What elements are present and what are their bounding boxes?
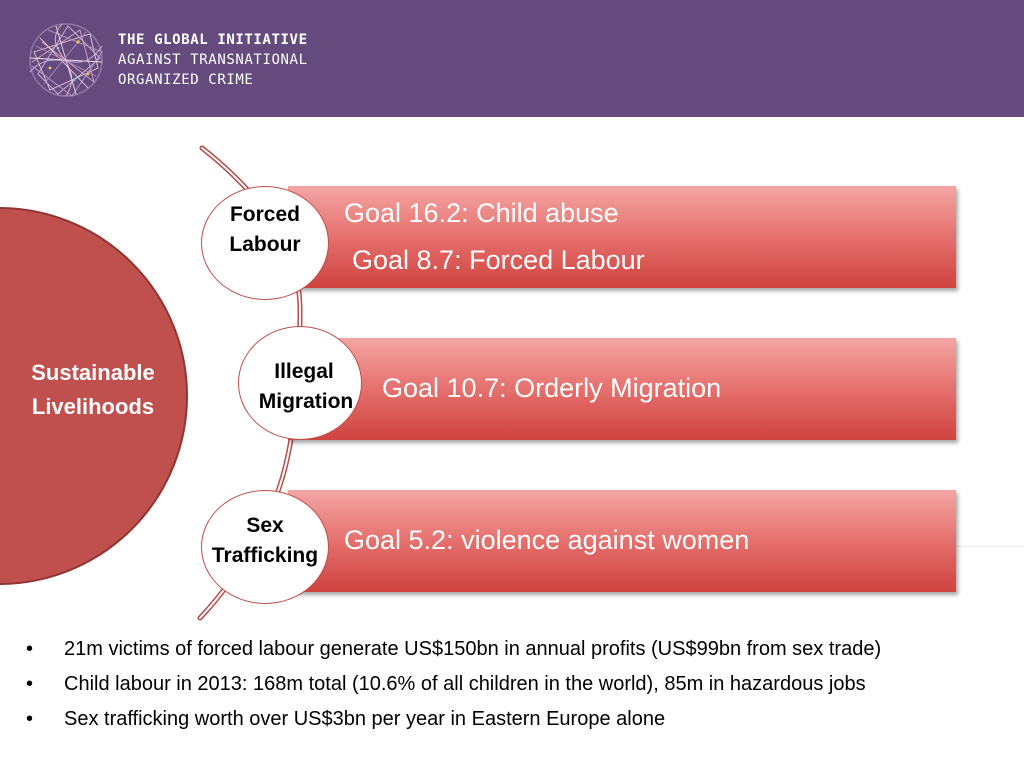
center-label-line-1: Sustainable bbox=[31, 360, 155, 385]
org-name-line-2: AGAINST TRANSNATIONAL bbox=[118, 52, 308, 68]
node-label-sex-trafficking bbox=[201, 511, 329, 571]
list-item bbox=[26, 702, 1024, 737]
bullet-text: 21m victims of forced labour generate US$150bn in annual profits (US$99bn from sex trade) bbox=[64, 638, 882, 660]
bullet-text: Sex trafficking worth over US$3bn per year in Eastern Europe alone bbox=[64, 708, 666, 730]
node-label-line: Forced bbox=[229, 203, 300, 226]
node-label-line: Illegal bbox=[274, 360, 334, 383]
bullet-text: Child labour in 2013: 168m total (10.6% of all children in the world), 85m in hazardous jobs bbox=[64, 673, 866, 695]
goal-text-forced-labour: Goal 8.7: Forced Labour bbox=[352, 245, 645, 275]
goal-text-child-abuse: Goal 16.2: Child abuse bbox=[344, 198, 619, 228]
center-label bbox=[12, 356, 174, 424]
goal-text-violence-against-women: Goal 5.2: violence against women bbox=[344, 525, 750, 555]
bullet-list bbox=[26, 632, 1024, 737]
org-name-line-3: ORGANIZED CRIME bbox=[118, 72, 254, 88]
list-item bbox=[26, 632, 1024, 667]
node-label-line: Labour bbox=[229, 233, 301, 256]
bullet-dot: • bbox=[26, 638, 34, 660]
node-label-illegal-migration bbox=[238, 357, 374, 417]
org-name-line-1: THE GLOBAL INITIATIVE bbox=[118, 32, 308, 48]
node-label-forced-labour bbox=[201, 200, 329, 260]
goal-text-orderly-migration: Goal 10.7: Orderly Migration bbox=[382, 373, 722, 403]
bullet-dot: • bbox=[26, 708, 34, 730]
bullet-dot: • bbox=[26, 673, 34, 695]
node-label-line: Sex bbox=[246, 514, 284, 537]
node-label-line: Migration bbox=[258, 390, 354, 413]
list-item bbox=[26, 667, 1024, 702]
node-label-line: Trafficking bbox=[211, 544, 319, 567]
center-label-line-2: Livelihoods bbox=[31, 394, 155, 419]
